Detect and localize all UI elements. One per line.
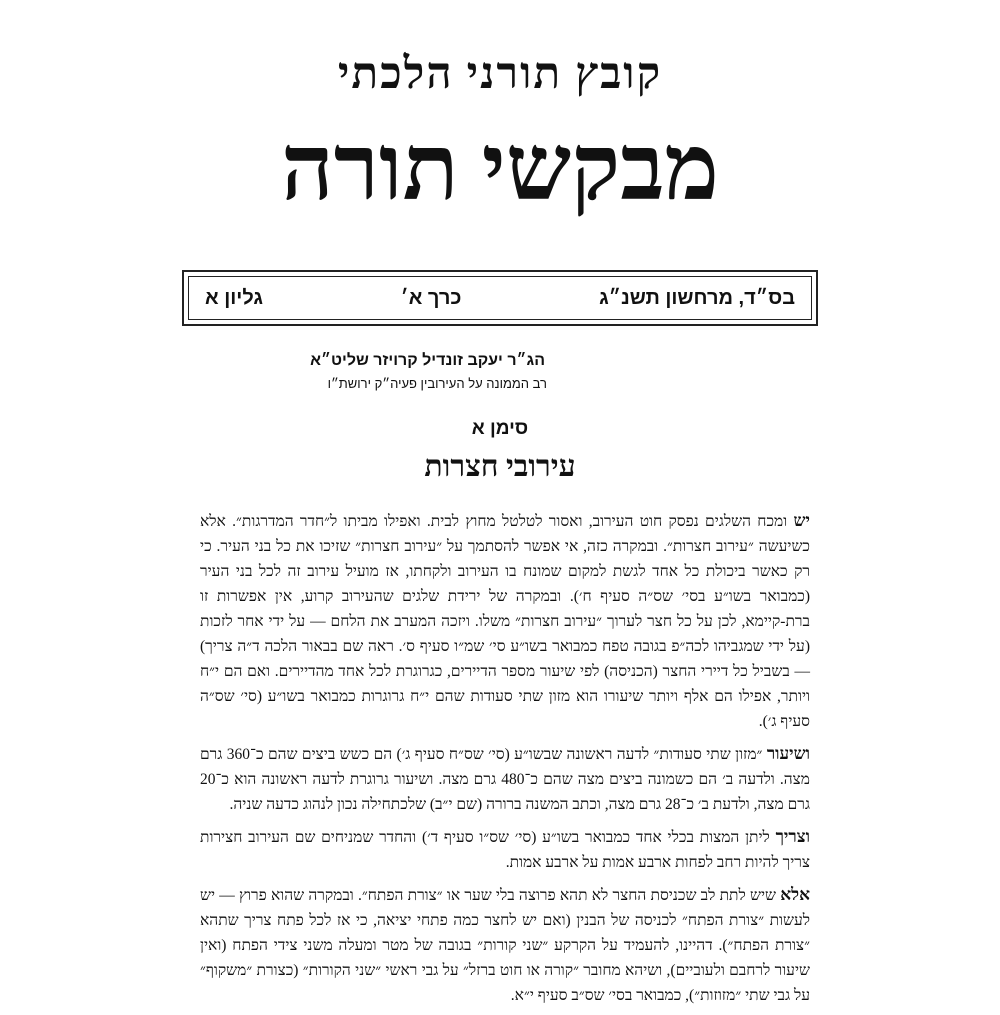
issue-info-inner: [188, 276, 812, 320]
paragraph: [200, 824, 810, 875]
paragraph: [200, 882, 810, 1008]
series-title: קובץ תורני הלכתי: [337, 49, 663, 98]
paragraph: [200, 508, 810, 734]
paragraph-text: ״מזון שתי סעודות״ לדעה ראשונה שבשו״ע (סי׳ שס״ח סעיף ג׳) הם כשש ביצים שהם כ־360 גרם מצה. ולדעה ב׳ הם כשמונה ביצים מצה שהם כ־480 גרם מצה. ושיעור גרוגרת לדעה ראשונה הוא כ־20 גרם מצה, ולדעת ב׳ כ־28 גרם מצה, וכתב המשנה ברורה (שם י״ב) שלכתחילה נכון לנהוג כדעה שניה.: [200, 746, 810, 813]
paragraph-lead-word: אלא: [780, 885, 810, 904]
issue-date: בס״ד, מרחשון תשנ״ג: [599, 286, 795, 309]
paragraph-text: ליתן המצות בכלי אחד כמבואר בשו״ע (סי׳ שס״ו סעיף ד׳) והחדר שמניחים שם העירוב חצירות צריך להיות רחב לפחות ארבע אמות על ארבע אמות.: [200, 829, 810, 871]
article-title: עירובי חצרות: [424, 450, 576, 483]
paragraph-text: שיש לתת לב שכניסת החצר לא תהא פרוצה בלי שער או ״צורת הפתח״. ובמקרה שהוא פרוץ — יש לעשות ״צורת הפתח״ לכניסה של הבנין (ואם יש לחצר כמה פתחי יציאה, כי אז לכל פתח צריך שתהא ״צורת הפתח״). דהיינו, להעמיד על הקרקע ״שני קורות״ בגובה של מטר ומעלה משני צידי הפתח (ואין שיעור לרחבם ולעוביים), ושיהא מחובר ״קורה או חוט ברזל״ על גבי ראשי ״שני הקורות״ (כצורת ״משקוף״ על גבי שתי ״מזוזות״), כמבואר בסי׳ שס״ב סעיף י״א.: [200, 887, 810, 1004]
paragraph: [200, 741, 810, 817]
paragraph-lead-word: ושיעור: [766, 744, 810, 763]
issue-info-box: [182, 270, 818, 326]
paragraph-lead-word: יש: [793, 511, 810, 530]
paragraph-text: ומכח השלגים נפסק חוט העירוב, ואסור לטלטל מחוץ לבית. ואפילו מביתו ל״חדר המדרגות״. אלא כשיעשה ״עירוב חצרות״. ובמקרה כזה, אי אפשר להסתמך על ״עירוב חצרות״ שזיכו את כל בני העיר. כי רק כאשר ביכולת כל אחד לגשת למקום שמונח בו העירוב ולקחתו, אז מועיל עירוב זה לכל בני העיר (כמבואר בשו״ע בסי׳ שס״ה סעיף ח׳). ובמקרה של ירידת שלגים שהעירוב קרוע, אין אפשרות זו ברת-קיימא, לכן על כל חצר לערוך ״עירוב חצרות״ משלו. ויזכה המערב את הלחם — על ידי אחר לזכות (על ידי שמגביהו לכה״פ בגובה טפח כמבואר בשו״ע סי׳ שמ״ו סעיף ס׳. ראה שם בבאור הלכה ד״ה צריך) — בשביל כל דיירי החצר (הכניסה) לפי שיעור מספר הדיירים, כגרוגרת לכל אחד מהדיירים. ואם הם י״ח ויותר, אפילו הם אלף ויותר שיעורו הוא מזון שתי סעודות שהם י״ח גרוגרות כמבואר בשו״ע (סי׳ שס״ה סעיף ג׳).: [200, 513, 810, 730]
issue-number: גליון א: [205, 286, 263, 309]
author-name: הג״ר יעקב זונדיל קרויזר שליט״א: [310, 352, 545, 369]
author-role: רב הממונה על העירובין פעיה״ק ירושת״ו: [327, 376, 547, 391]
paragraph-lead-word: וצריך: [775, 827, 810, 846]
issue-volume: כרך א׳: [400, 286, 462, 309]
siman-heading: סימן א: [471, 418, 529, 439]
article-body: [200, 508, 810, 1015]
publication-title: מבקשי תורה: [280, 117, 720, 219]
